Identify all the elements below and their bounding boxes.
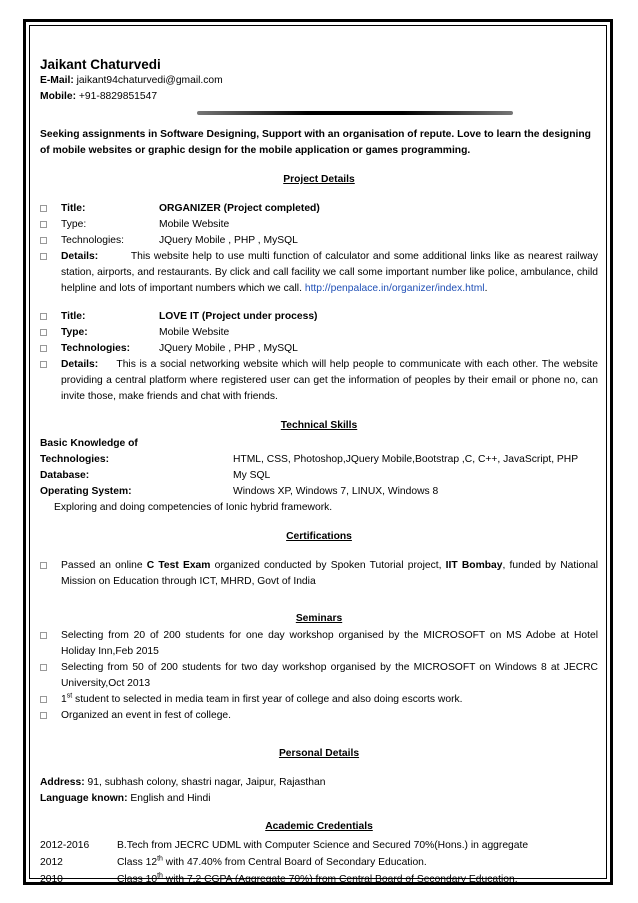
candidate-name: Jaikant Chaturvedi [40,57,161,72]
acad-sup: th [157,872,163,880]
cert-text: organized conducted by Spoken Tutorial project, [210,560,446,571]
details-label: Details: [61,251,99,262]
skills-row-database [40,468,598,484]
language-line [40,791,598,807]
cert-institute: IIT Bombay [445,560,503,571]
seminars-heading: Seminars [295,613,343,624]
seminar-text: Organized an event in fest of college. [61,710,232,721]
list-item [40,249,598,297]
seminar-text: Selecting from 20 of 200 students for one day workshop organised by the MICROSOFT on MS Adobe at Hotel Holiday Inn,Feb 2015 [61,630,598,657]
link-suffix: . [484,283,488,294]
address-label: Address: [40,777,85,788]
table-row [40,837,598,854]
project-link[interactable]: http://penpalace.in/organizer/index.html [304,283,485,294]
list-item [40,692,598,708]
acad-sup: th [157,855,163,863]
bullet-icon [40,696,47,703]
list-item [40,233,598,249]
list-item [40,309,598,325]
list-item [40,558,598,590]
seminar-sup: st [66,692,73,700]
acad-rest: with 7.2 CGPA (Aggregate 70%) from Central Board of Secondary Education. [162,874,518,885]
mobile-label: Mobile: [40,91,77,102]
bullet-icon [40,221,47,228]
acad-text [117,871,518,888]
acad-class: Class 10 [117,874,158,885]
certifications-heading: Certifications [286,531,352,542]
tech-label: Technologies: [61,343,131,354]
bullet-icon [40,253,47,260]
project-title: ORGANIZER (Project completed) [159,203,320,214]
project-tech: JQuery Mobile , PHP , MySQL [159,235,298,246]
acad-year: 2012 [40,857,63,868]
acad-year: 2010 [40,874,63,885]
list-item [40,708,598,724]
skills-block [40,436,598,516]
project-title: LOVE IT (Project under process) [159,311,318,322]
skills-note: Exploring and doing competencies of Ionic hybrid framework. [54,502,333,513]
skill-label: Technologies: [40,454,110,465]
tech-label: Technologies: [61,235,124,246]
address-line [40,775,598,791]
cert-text: Passed an online [61,560,147,571]
address-value: 91, subhash colony, shastri nagar, Jaipur, Rajasthan [87,777,326,788]
acad-text [117,854,427,871]
list-item [40,628,598,660]
seminar-text: Selecting from 50 of 200 students for two day workshop organised by the MICROSOFT on Windows 8 at JECRC University,Oct 2013 [61,662,598,689]
bullet-icon [40,664,47,671]
list-item [40,217,598,233]
project-tech: JQuery Mobile , PHP , MySQL [159,343,298,354]
email-value: jaikant94chaturvedi@gmail.com [76,75,223,86]
bullet-icon [40,712,47,719]
mobile-line [40,89,598,105]
list-item [40,357,598,405]
skill-label: Operating System: [40,486,132,497]
bullet-icon [40,361,47,368]
academic-table [40,837,598,888]
email-label: E-Mail: [40,75,74,86]
skill-value: HTML, CSS, Photoshop,JQuery Mobile,Bootstrap ,C, C++, JavaScript, PHP [233,454,579,465]
skills-intro: Basic Knowledge of [40,438,138,449]
table-row [40,871,598,888]
type-label: Type: [61,219,87,230]
project-type: Mobile Website [159,219,230,230]
academic-heading: Academic Credentials [265,821,373,832]
resume-body [40,56,598,888]
bullet-icon [40,562,47,569]
title-label: Title: [61,311,86,322]
career-objective: Seeking assignments in Software Designing, Support with an organisation of repute. Love to learn the designing of mobile websites or graphic design for the mobile application or games programming. [40,129,591,156]
seminars-list [40,628,598,724]
seminar-text: student to selected in media team in first year of college and also doing escorts work. [72,694,463,705]
seminar-text: 1 [61,694,67,705]
skills-row-technologies [40,452,598,468]
title-label: Title: [61,203,86,214]
type-label: Type: [61,327,88,338]
bullet-icon [40,632,47,639]
bullet-icon [40,205,47,212]
cert-text: , funded by National Mission on Education through ICT, MHRD, Govt of India [61,560,598,587]
language-label: Language known: [40,793,128,804]
project-details-text: This is a social networking website which will help people to communicate with each other. The website providing a central platform where registered user can get the information of peoples by their email or phone no, can invite those, make friends and chat with friends. [61,359,598,402]
acad-rest: with 47.40% from Central Board of Secondary Education. [162,857,427,868]
list-item [40,660,598,692]
acad-class: Class 12 [117,857,158,868]
email-line [40,73,598,89]
technical-skills-heading: Technical Skills [280,420,358,431]
skill-value: Windows XP, Windows 7, LINUX, Windows 8 [233,486,439,497]
list-item [40,325,598,341]
project-type: Mobile Website [159,327,230,338]
table-row [40,854,598,871]
acad-year: 2012-2016 [40,840,90,851]
skill-label: Database: [40,470,90,481]
certifications-list [40,558,598,590]
project-details-text: This website help to use multi function of calculator and some additional links like as nearest railway station, airports, and restaurants. By click and call facility we call some important number like police, ambulance, child helpline and lots of important numbers which we call. [61,251,599,294]
mobile-value: +91-8829851547 [78,91,158,102]
bullet-icon [40,313,47,320]
skill-value: My SQL [233,470,271,481]
project-1 [40,201,598,297]
bullet-icon [40,345,47,352]
details-label: Details: [61,359,99,370]
cert-exam: C Test Exam [146,560,211,571]
bullet-icon [40,237,47,244]
skills-row-os [40,484,598,500]
list-item [40,201,598,217]
bullet-icon [40,329,47,336]
project-2 [40,309,598,405]
header-divider [197,111,513,115]
project-details-heading: Project Details [283,174,355,185]
personal-details-heading: Personal Details [278,748,360,759]
list-item [40,341,598,357]
acad-text: B.Tech from JECRC UDML with Computer Science and Secured 70%(Hons.) in aggregate [117,840,529,851]
language-value: English and Hindi [130,793,211,804]
